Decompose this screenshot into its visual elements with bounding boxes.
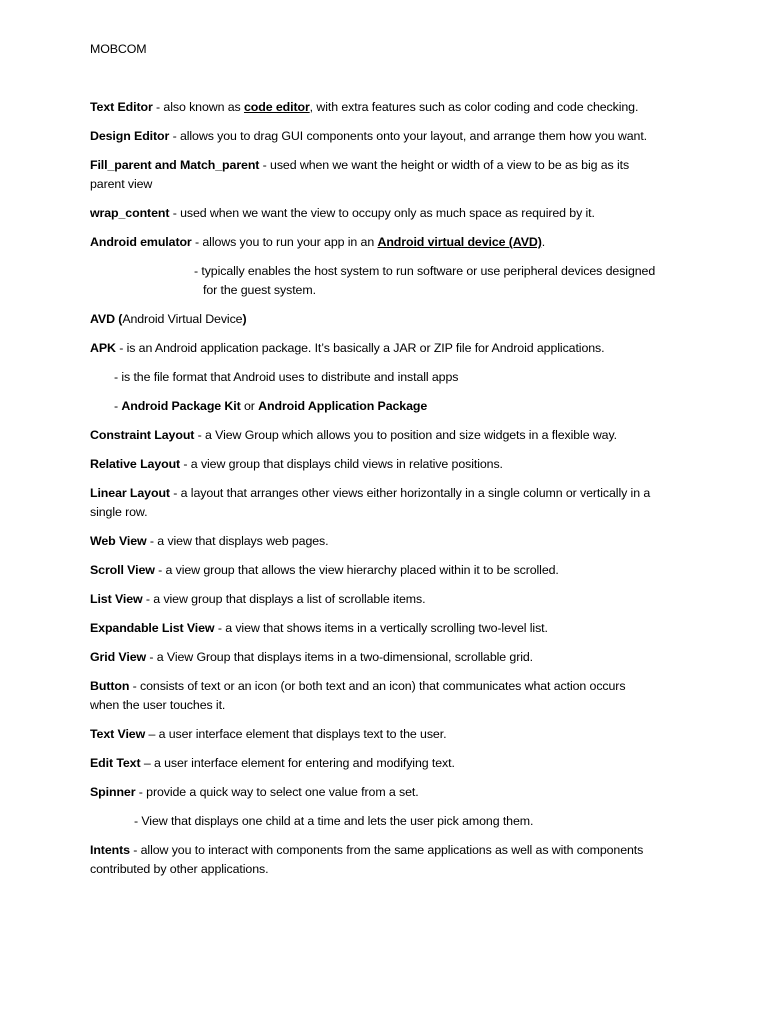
expandable-list-view-entry: Expandable List View - a view that shows items in a vertically scrolling two-level list. [90,621,548,635]
text-editor-entry: Text Editor - also known as code editor, with extra features such as color coding and code checking. [90,100,639,114]
fill-parent-entry: Fill_parent and Match_parent - used when we want the height or width of a view to be as big as its [90,158,630,172]
code-editor-link[interactable]: code editor [243,100,310,114]
web-view-entry: Web View - a view that displays web pages. [90,534,329,548]
term: Scroll View [90,563,155,577]
constraint-layout-entry: Constraint Layout - a View Group which allows you to position and size widgets in a flexible way. [90,428,617,442]
apk-subpoint-1: - is the file format that Android uses to distribute and install apps [114,370,459,384]
term: Relative Layout [90,457,181,471]
avd-entry: AVD (Android Virtual Device) [90,312,247,326]
term: Text Editor [90,100,153,114]
emulator-subpoint: - typically enables the host system to run software or use peripheral devices designed [194,264,656,278]
emulator-subpoint-continued: for the guest system. [203,283,316,297]
spinner-entry: Spinner - provide a quick way to select one value from a set. [90,785,419,799]
term: List View [90,592,143,606]
design-editor-entry: Design Editor - allows you to drag GUI components onto your layout, and arrange them how you want. [90,129,648,143]
scroll-view-entry: Scroll View - a view group that allows the view hierarchy placed within it to be scrolled. [90,563,559,577]
relative-layout-entry: Relative Layout - a view group that displays child views in relative positions. [90,457,503,471]
edit-text-entry: Edit Text – a user interface element for entering and modifying text. [90,756,455,770]
spinner-subpoint: - View that displays one child at a time and lets the user pick among them. [134,814,534,828]
term: Linear Layout [90,486,170,500]
list-view-entry: List View - a view group that displays a list of scrollable items. [90,592,426,606]
apk-entry: APK - is an Android application package. It’s basically a JAR or ZIP file for Android applications. [90,341,605,355]
term: Android emulator [90,235,192,249]
term: Intents [90,843,130,857]
term: Fill_parent and Match_parent [90,158,260,172]
term: Grid View [90,650,147,664]
term: Text View [90,727,146,741]
document-header: MOBCOM [90,42,147,56]
fill-parent-entry-continued: parent view [90,177,153,191]
avd-link[interactable]: Android virtual device (AVD) [377,235,542,249]
term: Design Editor [90,129,170,143]
wrap-content-entry: wrap_content - used when we want the view to occupy only as much space as required by it. [90,206,595,220]
button-entry-continued: when the user touches it. [90,698,226,712]
text-view-entry: Text View – a user interface element that displays text to the user. [90,727,447,741]
term: Web View [90,534,147,548]
term: APK [90,341,116,355]
term: Button [90,679,130,693]
button-entry: Button - consists of text or an icon (or both text and an icon) that communicates what action occurs [90,679,626,693]
intents-entry: Intents - allow you to interact with components from the same applications as well as with components [90,843,644,857]
grid-view-entry: Grid View - a View Group that displays items in a two-dimensional, scrollable grid. [90,650,534,664]
linear-layout-entry: Linear Layout - a layout that arranges other views either horizontally in a single column or vertically in a [90,486,651,500]
intents-entry-continued: contributed by other applications. [90,862,269,876]
term: wrap_content [90,206,170,220]
term: Edit Text [90,756,141,770]
android-emulator-entry: Android emulator - allows you to run your app in an Android virtual device (AVD). [90,235,546,249]
apk-subpoint-2: - Android Package Kit or Android Application Package [114,399,428,413]
term: Constraint Layout [90,428,195,442]
term: Expandable List View [90,621,215,635]
term: Spinner [90,785,136,799]
linear-layout-entry-continued: single row. [90,505,148,519]
